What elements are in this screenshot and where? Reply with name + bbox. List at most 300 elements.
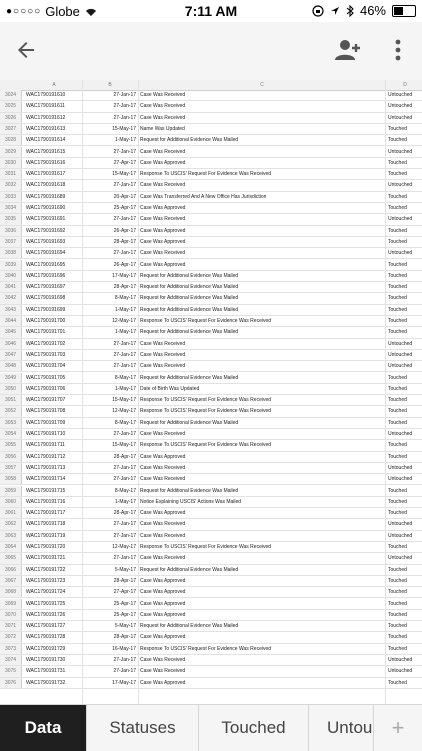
case-id-cell[interactable]: WAC1790191713 (26, 464, 66, 471)
table-row[interactable] (0, 101, 422, 112)
tab-touched[interactable]: Touched (199, 705, 309, 751)
touched-flag-cell[interactable]: Untouched (388, 431, 413, 437)
row-number[interactable]: 3048 (0, 361, 22, 371)
case-id-cell[interactable]: WAC1790191610 (26, 92, 66, 98)
case-id-cell[interactable]: WAC1790191725 (26, 600, 66, 607)
date-cell[interactable]: 28-Apr-17 (113, 510, 136, 517)
date-cell[interactable]: 15-May-17 (112, 125, 136, 132)
row-number[interactable]: 3051 (0, 395, 22, 405)
row-number[interactable]: 3037 (0, 237, 22, 247)
status-cell[interactable]: Case Was Approved (140, 679, 186, 686)
case-id-cell[interactable]: WAC1790191716 (26, 498, 66, 505)
case-id-cell[interactable]: WAC1790191696 (26, 272, 66, 279)
status-cell[interactable]: Case Was Received (140, 431, 186, 437)
touched-flag-cell[interactable]: Touched (388, 611, 407, 618)
row-number[interactable]: 3071 (0, 621, 22, 631)
touched-flag-cell[interactable]: Touched (388, 385, 407, 392)
status-cell[interactable]: Case Was Received (140, 668, 186, 675)
case-id-cell[interactable]: WAC1790191722 (26, 566, 66, 573)
table-row[interactable] (0, 542, 422, 553)
table-row[interactable] (0, 305, 422, 316)
table-row[interactable] (0, 599, 422, 610)
touched-flag-cell[interactable]: Touched (388, 645, 407, 652)
table-row[interactable] (0, 327, 422, 338)
table-row[interactable] (0, 587, 422, 598)
date-cell[interactable]: 1-May-17 (114, 385, 136, 392)
status-cell[interactable]: Response To USCIS' Request For Evidence Was Received (140, 397, 272, 404)
row-number[interactable]: 3066 (0, 565, 22, 575)
table-row[interactable] (0, 678, 422, 689)
status-cell[interactable]: Case Was Approved (140, 238, 186, 245)
touched-flag-cell[interactable]: Touched (388, 137, 407, 144)
touched-flag-cell[interactable]: Touched (388, 329, 407, 336)
table-row[interactable] (0, 429, 422, 440)
date-cell[interactable]: 27-Jan-17 (113, 103, 136, 110)
table-row[interactable] (0, 531, 422, 542)
status-cell[interactable]: Name Was Updated (140, 125, 185, 132)
table-row[interactable] (0, 113, 422, 124)
date-cell[interactable]: 17-May-17 (112, 272, 136, 279)
tab-untouched[interactable]: Untou (309, 705, 374, 751)
status-cell[interactable]: Request for Additional Evidence Was Mailed (140, 137, 239, 144)
status-cell[interactable]: Request for Additional Evidence Was Mailed (140, 272, 239, 279)
table-row[interactable] (0, 135, 422, 146)
case-id-cell[interactable]: WAC1790191729 (26, 645, 66, 652)
column-header-a[interactable]: A (52, 82, 56, 88)
touched-flag-cell[interactable]: Untouched (388, 216, 413, 223)
case-id-cell[interactable]: WAC1790191709 (26, 419, 66, 426)
table-row[interactable] (0, 576, 422, 587)
table-row[interactable] (0, 316, 422, 327)
table-row[interactable] (0, 293, 422, 304)
touched-flag-cell[interactable]: Untouched (388, 476, 413, 483)
table-row[interactable] (0, 158, 422, 169)
status-cell[interactable]: Request for Additional Evidence Was Mailed (140, 329, 239, 336)
date-cell[interactable]: 1-May-17 (114, 306, 136, 313)
row-number[interactable]: 3076 (0, 678, 22, 688)
status-cell[interactable]: Case Was Received (140, 148, 186, 155)
date-cell[interactable]: 17-May-17 (112, 679, 136, 686)
case-id-cell[interactable]: WAC1790191616 (26, 159, 66, 166)
date-cell[interactable]: 27-Jan-17 (113, 351, 136, 358)
date-cell[interactable]: 28-Apr-17 (113, 634, 136, 641)
touched-flag-cell[interactable]: Touched (388, 577, 407, 584)
date-cell[interactable]: 27-Apr-17 (113, 159, 136, 166)
date-cell[interactable]: 25-Apr-17 (113, 611, 136, 618)
case-id-cell[interactable]: WAC1790191708 (26, 408, 66, 415)
table-row[interactable] (0, 610, 422, 621)
case-id-cell[interactable]: WAC1790191727 (26, 623, 66, 630)
touched-flag-cell[interactable]: Touched (388, 397, 407, 404)
row-number[interactable]: 3035 (0, 214, 22, 224)
case-id-cell[interactable]: WAC1790191700 (26, 318, 66, 324)
case-id-cell[interactable]: WAC1790191704 (26, 363, 66, 370)
row-number[interactable]: 3032 (0, 180, 22, 190)
row-number[interactable]: 3043 (0, 305, 22, 315)
date-cell[interactable]: 16-May-17 (112, 645, 136, 652)
touched-flag-cell[interactable]: Untouched (388, 351, 413, 358)
date-cell[interactable]: 27-Jan-17 (113, 250, 136, 257)
back-arrow-icon[interactable] (14, 38, 38, 62)
case-id-cell[interactable]: WAC1790191703 (26, 351, 66, 358)
table-row[interactable] (0, 463, 422, 474)
column-header-b[interactable]: B (108, 82, 112, 88)
case-id-cell[interactable]: WAC1790191730 (26, 657, 66, 663)
row-number[interactable]: 3033 (0, 192, 22, 202)
status-cell[interactable]: Case Was Approved (140, 589, 186, 596)
status-cell[interactable]: Case Was Approved (140, 577, 186, 584)
case-id-cell[interactable]: WAC1790191692 (26, 227, 66, 234)
touched-flag-cell[interactable]: Untouched (388, 92, 413, 98)
touched-flag-cell[interactable]: Untouched (388, 182, 413, 189)
case-id-cell[interactable]: WAC1790191705 (26, 374, 66, 381)
row-number[interactable]: 3025 (0, 101, 22, 111)
touched-flag-cell[interactable]: Untouched (388, 521, 413, 528)
date-cell[interactable]: 27-Jan-17 (113, 216, 136, 223)
table-row[interactable] (0, 237, 422, 248)
table-row[interactable] (0, 553, 422, 564)
touched-flag-cell[interactable]: Touched (388, 544, 407, 550)
case-id-cell[interactable]: WAC1790191691 (26, 216, 66, 223)
row-number[interactable]: 3058 (0, 474, 22, 484)
touched-flag-cell[interactable]: Touched (388, 408, 407, 415)
status-cell[interactable]: Case Was Transferred And A New Office Has Jurisdiction (140, 193, 267, 200)
touched-flag-cell[interactable]: Untouched (388, 114, 413, 121)
table-row[interactable] (0, 621, 422, 632)
touched-flag-cell[interactable]: Touched (388, 453, 407, 460)
touched-flag-cell[interactable]: Untouched (388, 464, 413, 471)
case-id-cell[interactable]: WAC1790191614 (26, 137, 66, 144)
status-cell[interactable]: Case Was Received (140, 476, 186, 483)
date-cell[interactable]: 25-Apr-17 (113, 205, 136, 211)
row-number[interactable]: 3039 (0, 260, 22, 270)
date-cell[interactable]: 12-May-17 (112, 408, 136, 415)
case-id-cell[interactable]: WAC1790191697 (26, 284, 66, 291)
date-cell[interactable]: 28-Apr-17 (113, 577, 136, 584)
status-cell[interactable]: Case Was Approved (140, 453, 186, 460)
table-row[interactable] (0, 203, 422, 214)
touched-flag-cell[interactable]: Touched (388, 600, 407, 607)
touched-flag-cell[interactable]: Touched (388, 498, 407, 505)
status-cell[interactable]: Case Was Approved (140, 261, 186, 268)
touched-flag-cell[interactable]: Untouched (388, 148, 413, 155)
status-cell[interactable]: Response To USCIS' Request For Evidence Was Received (140, 442, 272, 449)
row-number[interactable]: 3075 (0, 666, 22, 676)
date-cell[interactable]: 27-Jan-17 (113, 92, 136, 98)
touched-flag-cell[interactable]: Touched (388, 589, 407, 596)
row-number[interactable]: 3055 (0, 440, 22, 450)
touched-flag-cell[interactable]: Touched (388, 318, 407, 324)
table-row[interactable] (0, 373, 422, 384)
touched-flag-cell[interactable]: Untouched (388, 103, 413, 110)
touched-flag-cell[interactable]: Untouched (388, 363, 413, 370)
table-row[interactable] (0, 350, 422, 361)
row-number[interactable]: 3060 (0, 497, 22, 507)
date-cell[interactable]: 5-May-17 (114, 566, 136, 573)
table-row[interactable] (0, 192, 422, 203)
touched-flag-cell[interactable]: Untouched (388, 555, 413, 562)
table-row[interactable] (0, 418, 422, 429)
case-id-cell[interactable]: WAC1790191719 (26, 532, 66, 539)
case-id-cell[interactable]: WAC1790191689 (26, 193, 66, 200)
table-row[interactable] (0, 632, 422, 643)
row-number[interactable]: 3059 (0, 486, 22, 496)
status-cell[interactable]: Case Was Received (140, 340, 186, 347)
case-id-cell[interactable]: WAC1790191611 (26, 103, 65, 110)
case-id-cell[interactable]: WAC1790191723 (26, 577, 66, 584)
status-cell[interactable]: Case Was Received (140, 351, 186, 358)
status-cell[interactable]: Request for Additional Evidence Was Mailed (140, 623, 239, 630)
status-cell[interactable]: Response To USCIS' Request For Evidence Was Received (140, 544, 272, 550)
status-cell[interactable]: Date of Birth Was Updated (140, 385, 200, 392)
status-cell[interactable]: Case Was Approved (140, 634, 186, 641)
date-cell[interactable]: 8-May-17 (114, 295, 136, 302)
table-row[interactable] (0, 214, 422, 225)
column-header-c[interactable]: C (260, 82, 264, 88)
table-row[interactable] (0, 226, 422, 237)
touched-flag-cell[interactable]: Touched (388, 295, 407, 302)
status-cell[interactable]: Case Was Approved (140, 600, 186, 607)
table-row[interactable] (0, 282, 422, 293)
row-number[interactable]: 3068 (0, 587, 22, 597)
touched-flag-cell[interactable]: Touched (388, 487, 407, 494)
touched-flag-cell[interactable]: Touched (388, 419, 407, 426)
table-row[interactable] (0, 361, 422, 372)
touched-flag-cell[interactable]: Touched (388, 442, 407, 449)
case-id-cell[interactable]: WAC1790191615 (26, 148, 66, 155)
case-id-cell[interactable]: WAC1790191717 (26, 510, 66, 517)
touched-flag-cell[interactable]: Untouched (388, 668, 413, 675)
status-cell[interactable]: Request for Additional Evidence Was Mailed (140, 566, 239, 573)
touched-flag-cell[interactable]: Touched (388, 566, 407, 573)
row-number[interactable]: 3024 (0, 90, 22, 100)
touched-flag-cell[interactable]: Touched (388, 510, 407, 517)
status-cell[interactable]: Request for Additional Evidence Was Mailed (140, 487, 239, 494)
status-cell[interactable]: Notice Explaining USCIS' Actions Was Mailed (140, 498, 242, 505)
row-number[interactable]: 3054 (0, 429, 22, 439)
table-row[interactable] (0, 565, 422, 576)
date-cell[interactable]: 28-Apr-17 (113, 238, 136, 245)
touched-flag-cell[interactable]: Touched (388, 634, 407, 641)
date-cell[interactable]: 15-May-17 (112, 171, 136, 178)
touched-flag-cell[interactable]: Touched (388, 159, 407, 166)
touched-flag-cell[interactable]: Touched (388, 306, 407, 313)
touched-flag-cell[interactable]: Untouched (388, 532, 413, 539)
case-id-cell[interactable]: WAC1790191618 (26, 182, 66, 189)
status-cell[interactable]: Case Was Approved (140, 510, 186, 517)
date-cell[interactable]: 27-Jan-17 (113, 363, 136, 370)
table-row[interactable] (0, 440, 422, 451)
touched-flag-cell[interactable]: Touched (388, 227, 407, 234)
date-cell[interactable]: 8-May-17 (114, 374, 136, 381)
status-cell[interactable]: Case Was Received (140, 216, 186, 223)
status-cell[interactable]: Case Was Received (140, 92, 186, 98)
table-row[interactable] (0, 90, 422, 101)
table-row[interactable] (0, 655, 422, 666)
row-number[interactable]: 3044 (0, 316, 22, 326)
tab-statuses[interactable]: Statuses (87, 705, 199, 751)
spreadsheet-grid[interactable] (0, 80, 422, 704)
row-number[interactable]: 3067 (0, 576, 22, 586)
case-id-cell[interactable]: WAC1790191693 (26, 238, 66, 245)
table-row[interactable] (0, 169, 422, 180)
status-cell[interactable]: Case Was Approved (140, 159, 186, 166)
status-cell[interactable]: Request for Additional Evidence Was Mailed (140, 295, 239, 302)
row-number[interactable]: 3053 (0, 418, 22, 428)
date-cell[interactable]: 28-Apr-17 (113, 284, 136, 291)
row-number[interactable]: 3074 (0, 655, 22, 665)
date-cell[interactable]: 27-Jan-17 (113, 668, 136, 675)
touched-flag-cell[interactable]: Touched (388, 623, 407, 630)
table-row[interactable] (0, 248, 422, 259)
status-cell[interactable]: Case Was Received (140, 250, 186, 257)
more-options-icon[interactable] (390, 36, 406, 64)
status-cell[interactable]: Case Was Approved (140, 205, 186, 211)
row-number[interactable]: 3041 (0, 282, 22, 292)
date-cell[interactable]: 27-Jan-17 (113, 657, 136, 663)
table-row[interactable] (0, 474, 422, 485)
row-number[interactable]: 3050 (0, 384, 22, 394)
case-id-cell[interactable]: WAC1790191720 (26, 544, 66, 550)
table-row[interactable] (0, 666, 422, 677)
date-cell[interactable]: 28-Apr-17 (113, 453, 136, 460)
table-row[interactable] (0, 124, 422, 135)
date-cell[interactable]: 27-Apr-17 (113, 589, 136, 596)
row-number[interactable]: 3046 (0, 339, 22, 349)
row-number[interactable]: 3036 (0, 226, 22, 236)
case-id-cell[interactable]: WAC1790191731 (26, 668, 66, 675)
status-cell[interactable]: Response To USCIS' Request For Evidence Was Received (140, 645, 272, 652)
status-cell[interactable]: Request for Additional Evidence Was Mailed (140, 419, 239, 426)
row-number[interactable]: 3047 (0, 350, 22, 360)
row-number[interactable]: 3026 (0, 113, 22, 123)
status-cell[interactable]: Response To USCIS' Request For Evidence Was Received (140, 408, 272, 415)
row-number[interactable]: 3057 (0, 463, 22, 473)
case-id-cell[interactable]: WAC1790191617 (26, 171, 66, 178)
table-row[interactable] (0, 271, 422, 282)
case-id-cell[interactable]: WAC1790191721 (26, 555, 66, 562)
row-number[interactable]: 3034 (0, 203, 22, 213)
case-id-cell[interactable]: WAC1790191711 (26, 442, 65, 449)
case-id-cell[interactable]: WAC1790191712 (26, 453, 66, 460)
row-number[interactable]: 3045 (0, 327, 22, 337)
status-cell[interactable]: Case Was Received (140, 657, 186, 663)
case-id-cell[interactable]: WAC1790191706 (26, 385, 66, 392)
date-cell[interactable]: 27-Jan-17 (113, 431, 136, 437)
date-cell[interactable]: 20-Apr-17 (113, 193, 136, 200)
table-row[interactable] (0, 339, 422, 350)
table-row[interactable] (0, 384, 422, 395)
date-cell[interactable]: 5-May-17 (114, 623, 136, 630)
date-cell[interactable]: 15-May-17 (112, 397, 136, 404)
date-cell[interactable]: 1-May-17 (114, 329, 136, 336)
date-cell[interactable]: 1-May-17 (114, 137, 136, 144)
row-number[interactable]: 3028 (0, 135, 22, 145)
case-id-cell[interactable]: WAC1790191710 (26, 431, 66, 437)
status-cell[interactable]: Case Was Approved (140, 611, 186, 618)
status-cell[interactable]: Case Was Received (140, 103, 186, 110)
table-row[interactable] (0, 260, 422, 271)
date-cell[interactable]: 25-Apr-17 (113, 600, 136, 607)
date-cell[interactable]: 8-May-17 (114, 487, 136, 494)
row-number[interactable]: 3029 (0, 147, 22, 157)
row-number[interactable]: 3062 (0, 519, 22, 529)
status-cell[interactable]: Request for Additional Evidence Was Mailed (140, 374, 239, 381)
case-id-cell[interactable]: WAC1790191714 (26, 476, 66, 483)
row-number[interactable]: 3031 (0, 169, 22, 179)
row-number[interactable]: 3070 (0, 610, 22, 620)
status-cell[interactable]: Case Was Approved (140, 227, 186, 234)
status-cell[interactable]: Request for Additional Evidence Was Mailed (140, 306, 239, 313)
table-row[interactable] (0, 395, 422, 406)
touched-flag-cell[interactable]: Touched (388, 125, 407, 132)
date-cell[interactable]: 26-Apr-17 (113, 227, 136, 234)
date-cell[interactable]: 15-May-17 (112, 442, 136, 449)
case-id-cell[interactable]: WAC1790191732 (26, 679, 66, 686)
row-number[interactable]: 3042 (0, 293, 22, 303)
row-number[interactable]: 3049 (0, 373, 22, 383)
table-row[interactable] (0, 486, 422, 497)
case-id-cell[interactable]: WAC1790191698 (26, 295, 66, 302)
case-id-cell[interactable]: WAC1790191701 (26, 329, 66, 336)
status-cell[interactable]: Case Was Received (140, 363, 186, 370)
row-number[interactable]: 3056 (0, 452, 22, 462)
date-cell[interactable]: 1-May-17 (114, 498, 136, 505)
table-row[interactable] (0, 406, 422, 417)
table-row[interactable] (0, 147, 422, 158)
date-cell[interactable]: 27-Jan-17 (113, 521, 136, 528)
row-number[interactable]: 3063 (0, 531, 22, 541)
case-id-cell[interactable]: WAC1790191724 (26, 589, 66, 596)
status-cell[interactable]: Request for Additional Evidence Was Mailed (140, 284, 239, 291)
row-number[interactable]: 3064 (0, 542, 22, 552)
row-number[interactable]: 3061 (0, 508, 22, 518)
touched-flag-cell[interactable]: Untouched (388, 340, 413, 347)
table-row[interactable] (0, 452, 422, 463)
touched-flag-cell[interactable]: Untouched (388, 657, 413, 663)
row-number[interactable]: 3072 (0, 632, 22, 642)
status-cell[interactable]: Case Was Received (140, 182, 186, 189)
table-row[interactable] (0, 180, 422, 191)
date-cell[interactable]: 12-May-17 (112, 318, 136, 324)
add-sheet-button[interactable]: + (391, 715, 405, 740)
case-id-cell[interactable]: WAC1790191612 (26, 114, 66, 121)
table-row[interactable] (0, 519, 422, 530)
case-id-cell[interactable]: WAC1790191690 (26, 205, 66, 211)
touched-flag-cell[interactable]: Touched (388, 679, 407, 686)
tab-data[interactable]: Data (0, 705, 87, 751)
touched-flag-cell[interactable]: Touched (388, 374, 407, 381)
date-cell[interactable]: 27-Jan-17 (113, 464, 136, 471)
case-id-cell[interactable]: WAC1790191694 (26, 250, 66, 257)
case-id-cell[interactable]: WAC1790191728 (26, 634, 66, 641)
case-id-cell[interactable]: WAC1790191613 (26, 125, 66, 132)
case-id-cell[interactable]: WAC1790191707 (26, 397, 66, 404)
date-cell[interactable]: 27-Jan-17 (113, 532, 136, 539)
date-cell[interactable]: 27-Jan-17 (113, 148, 136, 155)
table-row[interactable] (0, 644, 422, 655)
add-person-icon[interactable] (334, 36, 362, 64)
table-row[interactable] (0, 508, 422, 519)
date-cell[interactable]: 27-Jan-17 (113, 114, 136, 121)
row-number[interactable]: 3069 (0, 599, 22, 609)
column-header-d[interactable]: D (403, 82, 407, 88)
row-number[interactable]: 3030 (0, 158, 22, 168)
touched-flag-cell[interactable]: Touched (388, 171, 407, 178)
status-cell[interactable]: Case Was Received (140, 464, 186, 471)
table-row[interactable] (0, 497, 422, 508)
status-cell[interactable]: Response To USCIS' Request For Evidence Was Received (140, 171, 272, 178)
